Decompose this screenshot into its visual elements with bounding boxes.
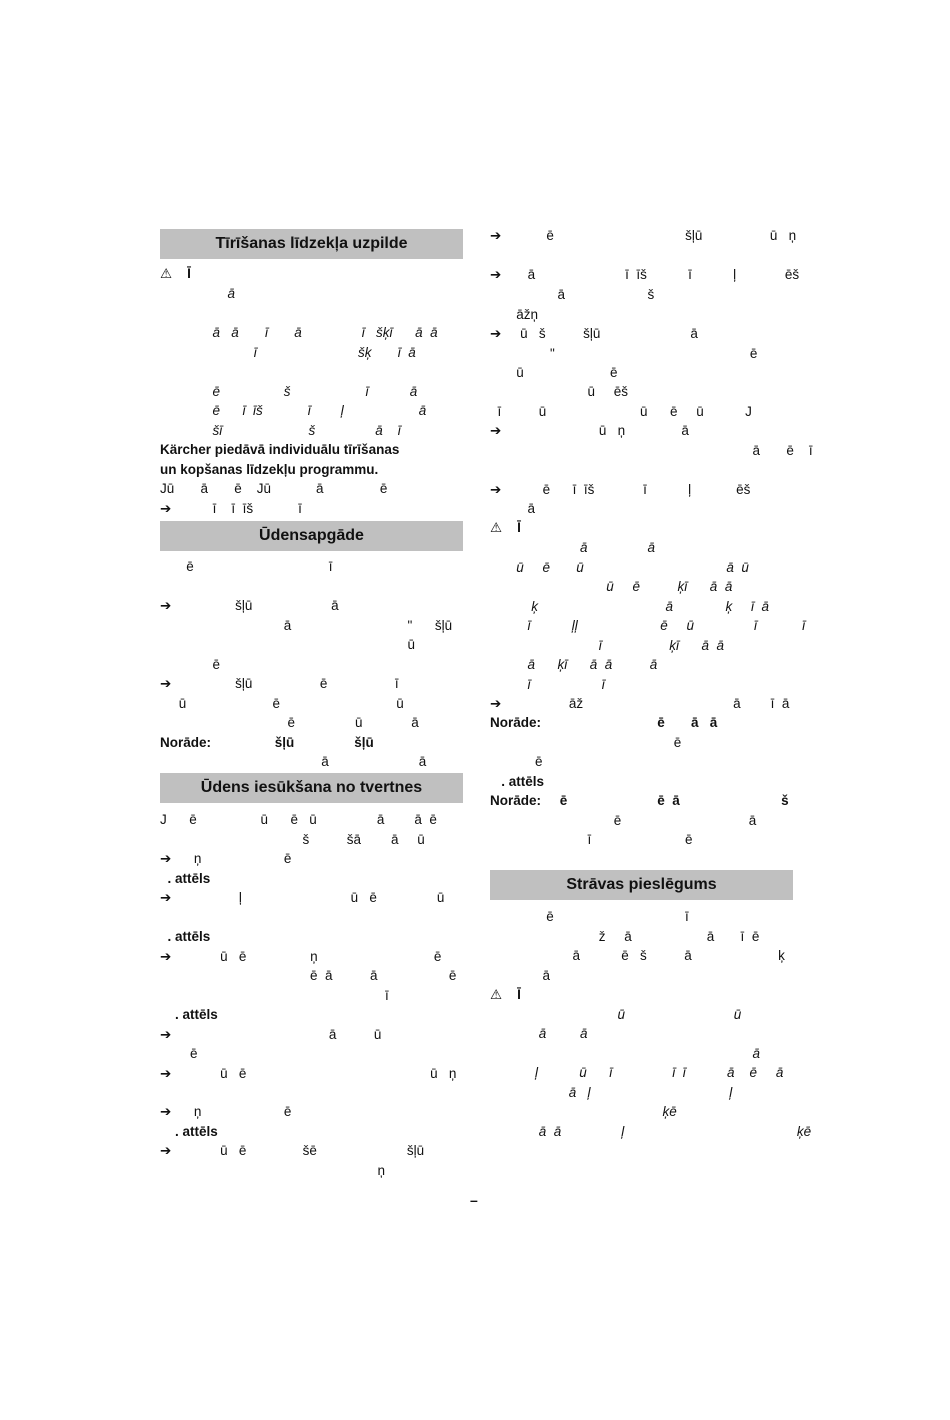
right-line: ī ļļ ē ū ī ī [490,618,806,633]
left-line: ē [160,1046,198,1061]
left-line: . attēls [160,1124,218,1139]
left-line [160,363,464,383]
left-line: ē [160,657,221,672]
right-line [490,460,794,480]
right-line: ž ā ā ī ē [490,929,760,944]
left-line: ➔ šļū ā [160,598,339,613]
right-line [490,246,794,266]
right-line: ā [490,501,536,516]
left-line: ā " šļū [160,618,453,633]
right-line: ī ī [490,677,605,692]
right-line: ļ ū ī ī ī ā ē ā [490,1065,784,1080]
heading-water-supply: Ūdensapgāde [160,521,463,551]
left-line: ā ā ī ā ī šķī ā ā [160,325,438,340]
right-line: ➔ ū š šļū ā [490,326,698,341]
right-line: ➔ ā ī īš ī ļ ēš [490,267,800,282]
left-line: un kopšanas līdzekļu programmu. [160,462,379,477]
left-line: ā [160,286,236,301]
right-line: ē [490,735,682,750]
right-line: ķ ā ķ ī ā [490,599,770,614]
right-line: ā [490,1046,761,1061]
left-line [160,577,464,597]
right-line: . attēls [490,774,545,789]
right-line: ā [490,968,551,983]
right-line: ā ā [490,540,656,555]
right-line: Norāde: ē ā ā [490,715,718,730]
left-line: š šā ā ū [160,832,425,847]
right-line: ē ā [490,813,757,828]
right-line: ⚠ Ī [490,987,521,1002]
left-line: ē š ī ā [160,384,418,399]
left-line: ➔ ū ē ū ņ [160,1066,457,1081]
left-line: ➔ ņ ē [160,851,292,866]
left-line: J ē ū ē ū ā ā ē [160,812,437,827]
right-line: ā ļ ļ [490,1085,733,1100]
right-line: ā ķī ā ā ā [490,657,658,672]
left-line: ī šķ ī ā [160,345,416,360]
right-line: ū ē ū ā ū [490,560,749,575]
right-line: ī ū ū ē ū J [490,404,752,419]
left-line: ➔ ī ī īš ī [160,501,302,516]
left-line: ē ī īš ī ļ ā [160,403,427,418]
left-line: . attēls [160,871,211,886]
left-line: . attēls [160,1007,218,1022]
left-line: ➔ ū ē šē šļū [160,1143,425,1158]
left-line: . attēls [160,929,211,944]
left-line [160,1084,464,1104]
left-line: ➔ ū ē ņ ē [160,949,442,964]
left-line: Jū ā ē Jū ā ē [160,481,388,496]
heading-water-intake: Ūdens iesūkšana no tvertnes [160,773,463,803]
right-line: āžņ [490,307,539,322]
left-line [160,304,464,324]
left-line: ē ā ā ē [160,968,457,983]
right-line: ū ē ķī ā ā [490,579,733,594]
right-line: ū ēš [490,384,629,399]
right-line: ➔ āž ā ī ā [490,696,790,711]
left-line: šī š ā ī [160,423,401,438]
left-line [160,908,464,928]
right-line: ī ē [490,832,693,847]
left-line: ē ī [160,559,333,574]
heading-cleaning-agent: Tīrīšanas līdzekļa uzpilde [160,229,463,259]
right-line: ū ē [490,365,618,380]
left-line: ➔ ā ū [160,1027,382,1042]
page-number: – [470,1192,478,1208]
right-line: ➔ ū ņ ā [490,423,689,438]
left-line: ē ū ā [160,715,419,730]
right-line: ➔ ē šļū ū ņ [490,228,797,243]
left-line: ņ [160,1163,386,1178]
left-line: ➔ šļū ē ī [160,676,399,691]
right-line: ī ķī ā ā [490,638,725,653]
right-line: ā ā ļ ķē [490,1124,812,1139]
right-line: ā ā [490,1026,588,1041]
right-line: ⚠ Ī [490,520,521,535]
right-line: " ē [490,346,758,361]
right-line: Norāde: ē ē ā š [490,793,789,808]
left-line: ➔ ņ ē [160,1104,292,1119]
right-line: ā š [490,287,655,302]
left-line: ū [160,637,416,652]
left-line: ➔ ļ ū ē ū [160,890,445,905]
left-line: ū ē ū [160,696,404,711]
left-line: ā ā [160,754,427,769]
right-line: ē [490,754,543,769]
right-line: ā ē ī [490,443,813,458]
right-line: ķē [490,1104,677,1119]
left-line: Norāde: šļū šļū [160,735,374,750]
left-line: ⚠ Ī [160,266,191,281]
heading-power-connection: Strāvas pieslēgums [490,870,793,900]
right-line: ū ū [490,1007,742,1022]
left-line: Kärcher piedāvā individuālu tīrīšanas [160,442,400,457]
right-line: ā ē š ā ķ [490,948,785,963]
right-line: ē ī [490,909,689,924]
right-line: ➔ ē ī īš ī ļ ēš [490,482,751,497]
left-line: ī [160,988,389,1003]
